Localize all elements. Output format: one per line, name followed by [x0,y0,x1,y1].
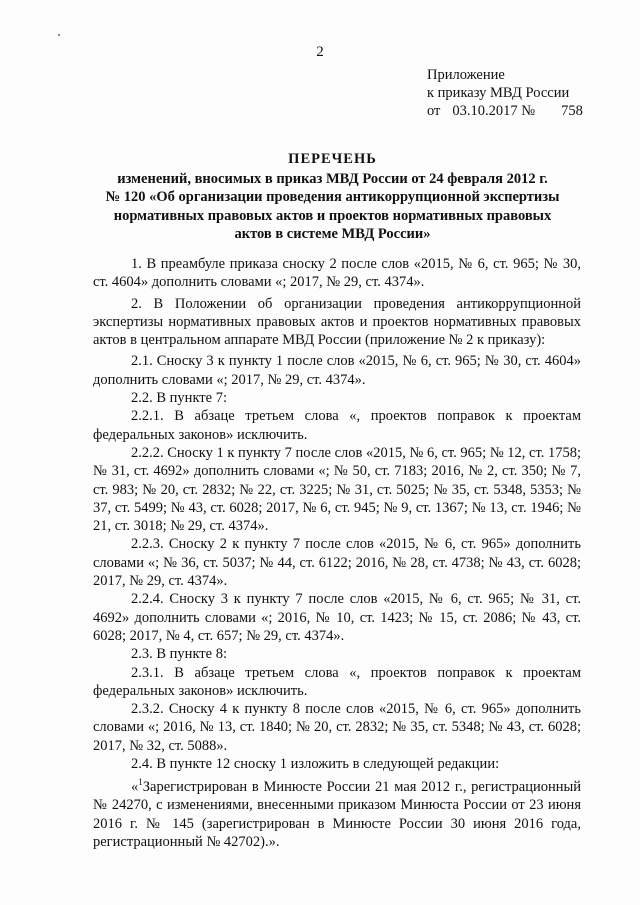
footnote-open-quote: « [131,779,139,796]
item-2: 2. В Положении об организации проведения антикоррупционной экспертизы нормативных правовых актов и проектов нормативных правовых актов в центральном аппарате МВД России (приложение № 2 к приказу): [93,295,581,349]
item-2-3: 2.3. В пункте 8: [131,646,227,663]
appendix-from: от [427,103,441,119]
title-line-4: актов в системе МВД России» [234,226,431,242]
item-2-3-1: 2.3.1. В абзаце третьем слова «, проектов поправок к проектам федеральных законов» исключить. [93,664,581,699]
footnote-body: Зарегистрирован в Минюсте России 21 мая 2012 г., регистрационный № 24270, с изменениями, внесенными приказом Минюста России от 23 июня 2016 г. № 145 (зарегистрирован в Минюсте России 30 июня 2016 года, регистрационный № 42702).». [93,779,581,851]
appendix-num-sign: № [521,103,536,119]
title-line-2: № 120 «Об организации проведения антикоррупционной экспертизы [105,189,560,205]
item-2-2: 2.2. В пункте 7: [131,390,227,407]
item-1: 1. В преамбуле приказа сноску 2 после слов «2015, № 6, ст. 965; № 30, ст. 4604» дополнить словами «; 2017, № 29, ст. 4374». [93,256,581,291]
item-2-3-2: 2.3.2. Сноску 4 к пункту 8 после слов «2015, № 6, ст. 965» дополнить словами «; 2016, № 13, ст. 1840; № 20, ст. 2832; № 35, ст. 5348; № 43, ст. 6028; 2017, № 32, ст. 5088». [93,701,581,754]
title-line-3: нормативных правовых актов и проектов нормативных правовых [113,207,552,224]
scan-speck [58,34,60,36]
title-heading: ПЕРЕЧЕНЬ [288,151,377,167]
item-2-2-2: 2.2.2. Сноску 1 к пункту 7 после слов «2015, № 6, ст. 965; № 12, ст. 1758; № 31, ст. 4692» дополнить словами «; № 50, ст. 7183; 2016, № 2, ст. 350; № 7, ст. 983; № 20, ст. 2832; № 22, ст. 3225; № 31, ст. 5025; № 35, ст. 5348, 5353; № 37, ст. 5499; № 43, ст. 6028; 2017, № 6, ст. 945; № 9, ст. 1367; № 13, ст. 1946; № 21, ст. 3018; № 29, ст. 4374». [93,444,581,535]
footnote-superscript: 1 [138,777,143,788]
appendix-date-line [427,102,583,120]
title-line-1: изменений, вносимых в приказ МВД России от 24 февраля 2012 г. [117,170,548,187]
item-2-2-3: 2.2.3. Сноску 2 к пункту 7 после слов «2015, № 6, ст. 965» дополнить словами «; № 36, ст. 5037; № 44, ст. 6122; 2016, № 28, ст. 4738; № 43, ст. 6028; 2017, № 29, ст. 4374». [93,536,581,590]
item-2-1: 2.1. Сноску 3 к пункту 1 после слов «2015, № 6, ст. 965; № 30, ст. 4604» дополнить словами «; 2017, № 29, ст. 4374». [93,353,581,388]
appendix-block [427,66,583,120]
appendix-date: 03.10.2017 [452,103,518,119]
item-2-4: 2.4. В пункте 12 сноску 1 изложить в следующей редакции: [131,756,500,773]
page-number: 2 [316,44,324,60]
appendix-label: Приложение [427,67,505,83]
appendix-order-ref: к приказу МВД России [427,85,570,101]
appendix-number: 758 [561,103,583,119]
item-2-2-4: 2.2.4. Сноску 3 к пункту 7 после слов «2015, № 6, ст. 965; № 31, ст. 4692» дополнить словами «; 2016, № 10, ст. 1423; № 15, ст. 2086; № 43, ст. 6028; 2017, № 4, ст. 657; № 29, ст. 4374». [93,591,581,644]
document-body [93,255,581,851]
document-title [60,150,605,244]
item-2-2-1: 2.2.1. В абзаце третьем слова «, проектов поправок к проектам федеральных законов» исключить. [93,408,581,443]
footnote-text [93,773,581,851]
